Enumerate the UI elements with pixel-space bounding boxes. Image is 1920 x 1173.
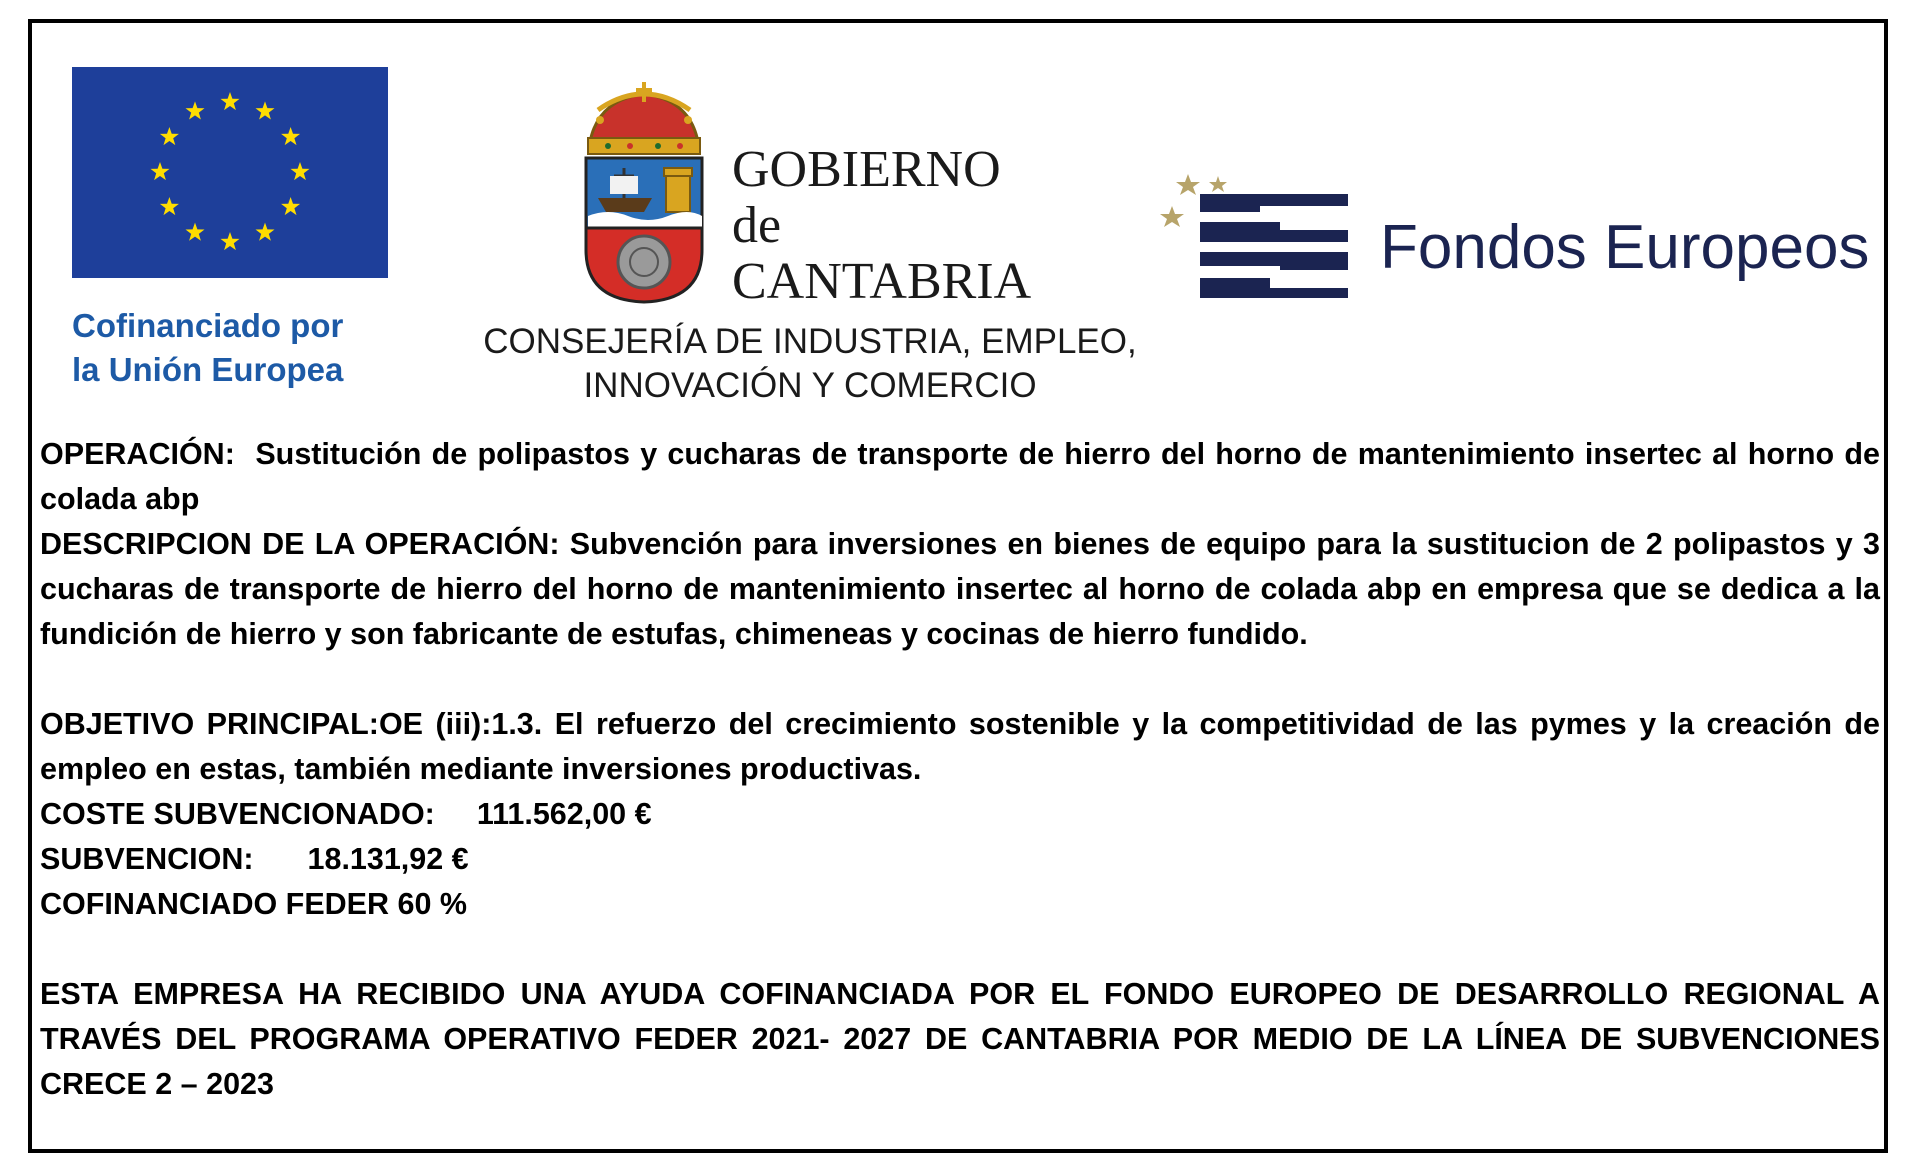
operacion-label: OPERACIÓN: [40, 437, 235, 471]
eu-star-icon [221, 92, 240, 110]
footer-statement: ESTA EMPRESA HA RECIBIDO UNA AYUDA COFINANCIADA POR EL FONDO EUROPEO DE DESARROLLO REGIONAL A TRAVÉS DEL PROGRAMA OPERATIVO FEDER 2021- 2027 DE CANTABRIA POR MEDIO DE LA LÍNEA DE SUBVENCIONES CRECE 2 – 2023 [40, 977, 1880, 1101]
gobierno-line3: CANTABRIA [732, 253, 1032, 310]
gobierno-line2: de [732, 197, 782, 254]
consejeria-line1: CONSEJERÍA DE INDUSTRIA, EMPLEO, [483, 322, 1137, 361]
operacion-text: Sustitución de polipastos y cucharas de transporte de hierro del horno de mantenimiento insertec al horno de colada abp [40, 437, 1880, 516]
eu-star-icon [160, 127, 179, 145]
eu-star-icon [291, 162, 310, 180]
eu-star-icon [160, 197, 179, 215]
gobierno-line1: GOBIERNO [732, 141, 1001, 198]
eu-caption-line2: la Unión Europea [72, 351, 344, 388]
eu-caption [72, 304, 402, 392]
subvencion-label: SUBVENCION: [40, 842, 254, 876]
eu-star-icon [256, 101, 275, 119]
operacion-paragraph [40, 432, 1880, 522]
coste-label: COSTE SUBVENCIONADO: [40, 797, 435, 831]
eu-star-icon [221, 232, 240, 250]
eu-star-icon [186, 101, 205, 119]
eu-star-icon [151, 162, 170, 180]
fondos-europeos-label: Fondos Europeos [1380, 213, 1870, 282]
operation-details [40, 432, 1880, 1107]
descripcion-label: DESCRIPCION DE LA OPERACIÓN: [40, 527, 560, 561]
consejeria-caption [440, 320, 1180, 408]
eu-flag-logo [72, 67, 388, 278]
eu-star-icon [281, 127, 300, 145]
eu-star-icon [256, 223, 275, 241]
eu-caption-line1: Cofinanciado por [72, 307, 344, 344]
eu-star-icon [186, 223, 205, 241]
eu-stars-icon [72, 67, 388, 278]
eu-star-icon [281, 197, 300, 215]
coste-value: 111.562,00 € [476, 797, 652, 831]
subvencion-line [40, 837, 1880, 882]
descripcion-paragraph [40, 522, 1880, 657]
subvencion-value: 18.131,92 € [307, 842, 469, 876]
cofinanciado-line: COFINANCIADO FEDER 60 % [40, 887, 468, 921]
consejeria-line2: INNOVACIÓN Y COMERCIO [583, 366, 1037, 405]
objetivo-label: OBJETIVO PRINCIPAL: [40, 707, 379, 741]
objetivo-text: OE (iii):1.3. El refuerzo del crecimiento sostenible y la competitividad de las pymes y la creación de empleo en estas, también mediante inversiones productivas. [40, 707, 1881, 786]
gobierno-cantabria-wordmark [732, 142, 1031, 310]
fondos-europeos-logo-icon [1150, 170, 1350, 310]
cantabria-coat-of-arms-icon [578, 80, 710, 305]
objetivo-paragraph [40, 702, 1880, 792]
descripcion-text: Subvención para inversiones en bienes de equipo para la sustitucion de 2 polipastos y 3 cucharas de transporte de hierro del horno de mantenimiento insertec al horno de colada abp en empresa que se dedica a la fundición de hierro y son fabricante de estufas, chimeneas y cocinas de hierro fundido. [40, 527, 1880, 651]
coste-line [40, 792, 1880, 837]
